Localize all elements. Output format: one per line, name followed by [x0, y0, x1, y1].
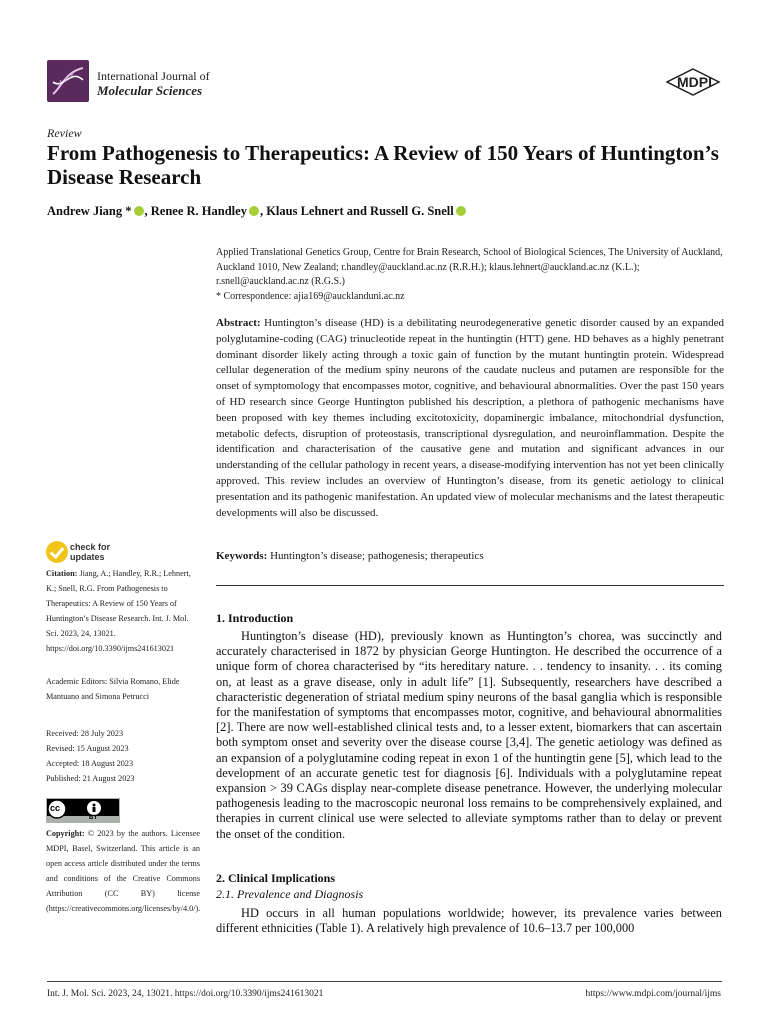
cc-by-label: BY [89, 815, 98, 821]
section-heading-clinical-implications: 2. Clinical Implications [216, 871, 336, 885]
citation-label: Citation: [46, 569, 78, 578]
publication-dates [46, 726, 200, 786]
cc-icon: cc [50, 803, 61, 813]
correspondence: * Correspondence: ajia169@aucklanduni.ac.nz [216, 290, 405, 302]
author-name[interactable]: Russell G. Snell [370, 204, 454, 218]
divider [216, 585, 724, 586]
academic-editors: Academic Editors: Silvia Romano, Elide Mantuano and Simona Petrucci [46, 677, 180, 701]
author-name[interactable]: Klaus Lehnert [266, 204, 344, 218]
orcid-icon[interactable] [249, 206, 259, 216]
check-updates-line2: updates [70, 552, 105, 562]
journal-name-line1: International Journal of [97, 69, 210, 83]
check-updates-line1: check for [70, 542, 111, 552]
revised-date: Revised: 15 August 2023 [46, 744, 129, 753]
citation-block [46, 566, 200, 656]
keywords-text: Huntington’s disease; pathogenesis; therapeutics [270, 550, 484, 562]
affiliation-block [216, 246, 724, 304]
orcid-icon[interactable] [456, 206, 466, 216]
article-type: Review [47, 126, 82, 140]
keywords-label: Keywords: [216, 550, 268, 562]
copyright-block [46, 826, 200, 916]
received-date: Received: 28 July 2023 [46, 729, 124, 738]
accepted-date: Accepted: 18 August 2023 [46, 759, 134, 768]
abstract [216, 316, 724, 521]
footer-journal-url[interactable]: https://www.mdpi.com/journal/ijms [585, 989, 721, 999]
author-name[interactable]: Renee R. Handley [150, 204, 247, 218]
copyright-label: Copyright: [46, 829, 85, 838]
footer-citation[interactable]: Int. J. Mol. Sci. 2023, 24, 13021. https://doi.org/10.3390/ijms241613021 [47, 989, 324, 999]
prevalence-paragraph: HD occurs in all human populations worldwide; however, its prevalence varies between different ethnicities (Table 1). A relatively high prevalence of 10.6–13.7 per 100,000 [216, 906, 722, 936]
abstract-label: Abstract: [216, 317, 261, 329]
copyright-text: © 2023 by the authors. Licensee MDPI, Basel, Switzerland. This article is an open access article distributed under the terms and conditions of the Creative Commons Attribution (CC BY) license (https://creativecommons.org/licenses/by/4.0/). [46, 829, 201, 913]
affiliation: Applied Translational Genetics Group, Centre for Brain Research, School of Biological Sciences, The University of Auckland, Auckland 1010, New Zealand; r.handley@auckland.ac.nz (R.R.H.); klaus.lehnert@auckland.ac.nz (K.L.); r.snell@auckland.ac.nz (R.G.S.) [216, 247, 723, 287]
article-title: From Pathogenesis to Therapeutics: A Review of 150 Years of Huntington’s Disease Research [47, 141, 719, 189]
keywords [216, 550, 724, 562]
mdpi-logo[interactable] [666, 68, 721, 96]
author-list: Andrew Jiang * , Renee R. Handley , Klaus Lehnert and Russell G. Snell [47, 204, 467, 219]
check-updates-label [70, 542, 110, 562]
cc-by-license-badge[interactable] [46, 798, 120, 823]
abstract-text: Huntington’s disease (HD) is a debilitating neurodegenerative genetic disorder caused by an expanded polyglutamine-coding (CAG) trinucleotide repeat in the huntingtin (HTT) gene. HD behaves as a highly penetrant dominant disorder likely acting through a toxic gain of function by the mutant huntingtin protein. Widespread cellular degeneration of the medium spiny neurons of the caudate nucleus and putamen are responsible for the onset of symptomology that encompasses motor, cognitive, and behavioural abnormalities. Over the past 150 years of HD research since George Huntington published his description, a plethora of pathogenic mechanisms have been proposed with key themes including excitotoxicity, dopaminergic imbalance, mitochondrial dysfunction, metabolic defects, disruption of proteostasis, transcriptional dysregulation, and neuroinflammation. Despite the identification and characterisation of the causative gene and mutation and significant advances in our understanding of the cellular pathology in recent years, a disease-modifying intervention has not yet been clinically approved. This review includes an overview of Huntington’s disease, from its genetic aetiology to clinical presentation and its pathogenic manifestation. An updated view of molecular mechanisms and the latest therapeutic developments will also be discussed. [216, 317, 725, 519]
check-for-updates-button[interactable] [46, 541, 118, 566]
section-heading-introduction: 1. Introduction [216, 611, 294, 625]
author-name[interactable]: Andrew Jiang * [47, 204, 132, 218]
footer-divider [47, 981, 722, 982]
check-updates-icon [46, 541, 68, 563]
journal-name-line2: Molecular Sciences [97, 83, 203, 98]
subsection-heading-prevalence: 2.1. Prevalence and Diagnosis [216, 887, 364, 901]
journal-logo [47, 60, 89, 102]
mdpi-logo-text: MDPI [677, 74, 712, 90]
orcid-icon[interactable] [134, 206, 144, 216]
introduction-paragraph: Huntington’s disease (HD), previously known as Huntington’s chorea, was succinctly and accurately characterised in 1872 by physician George Huntington. He described the occurrence of a unique form of chorea characterised by “its hereditary nature. . . tendency to insanity. . . its coming on, at least as a grave disease, only in adult life” [1]. Subsequently, researchers have described a characteristic degeneration of striatal medium spiny neurons of the basal ganglia which is responsible for the manifestation of symptoms that encompasses motor, cognitive, and behavioural abnormalities [2]. There are now well-established clinical tests and, to a lesser extent, biomarkers that can ascertain both symptom onset and severity over the disease course [3,4]. The genetic aetiology was defined as an expansion of a polyglutamine coding repeat in exon 1 of the huntingtin gene [5], which lead to the development of an accurate genetic test for diagnosis [6]. Individuals with a polyglutamine repeat expansion > 39 CAGs display near-complete disease penetrance. However, the underlying molecular pathogenesis leading to the macroscopic neuronal loss remains to be comprehensively explained, and therapies in current clinical use were selected to alleviate symptoms rather than to delay or prevent the onset of the condition. [216, 629, 722, 841]
citation-text: Jiang, A.; Handley, R.R.; Lehnert, K.; Snell, R.G. From Pathogenesis to Therapeutics: A Review of 150 Years of Huntington’s Disease Research. Int. J. Mol. Sci. 2023, 24, 13021. https://doi.org/10.3390/ijms241613021 [46, 569, 191, 653]
published-date: Published: 21 August 2023 [46, 774, 135, 783]
